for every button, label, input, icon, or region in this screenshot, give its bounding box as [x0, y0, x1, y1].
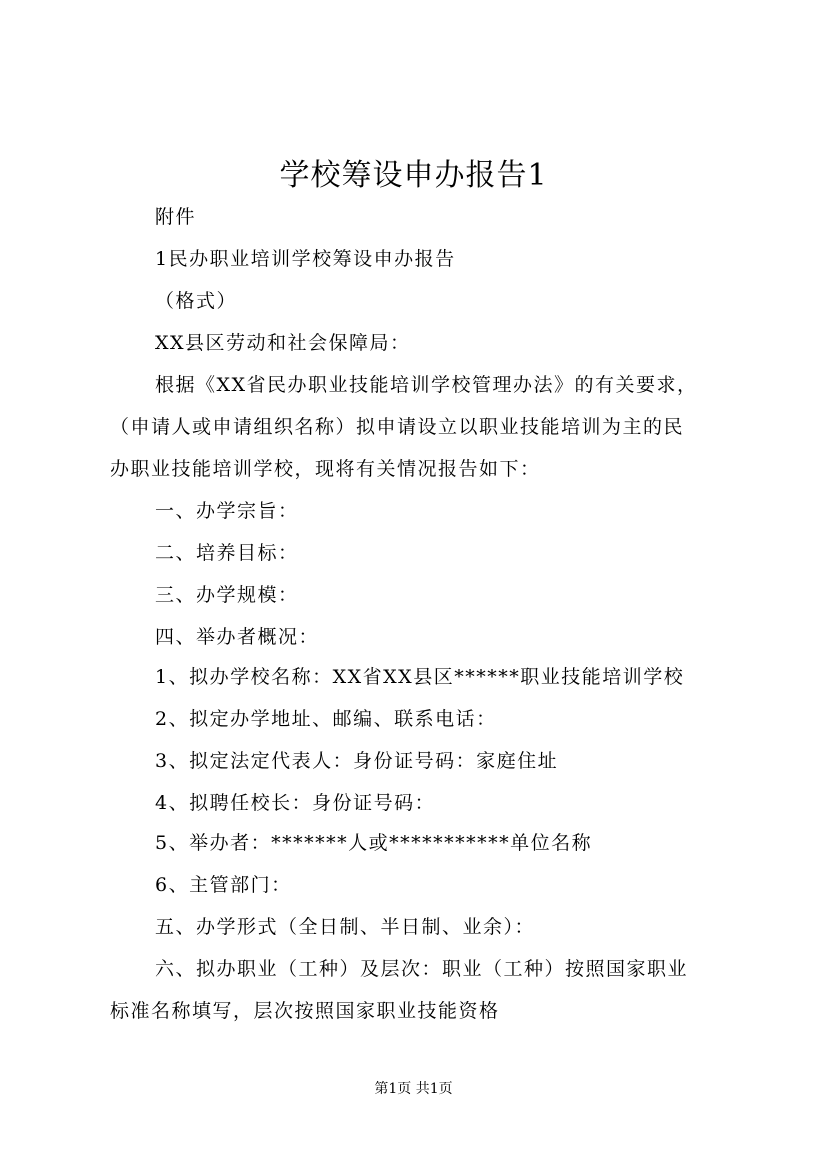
- list-item: 6、主管部门：: [155, 874, 292, 896]
- list-item: 4、拟聘任校长：身份证号码：: [155, 792, 436, 814]
- section-heading: 四、举办者概况：: [155, 626, 320, 648]
- paragraph-line: 标准名称填写，层次按照国家职业技能资格: [110, 1000, 500, 1022]
- page-footer: 第1页 共1页: [374, 1081, 453, 1097]
- list-item: 2、拟定办学地址、邮编、联系电话：: [155, 708, 497, 730]
- paragraph-line: 六、拟办职业（工种）及层次：职业（工种）按照国家职业: [155, 958, 689, 980]
- format-note: （格式）: [155, 290, 238, 312]
- paragraph-line: 办职业技能培训学校，现将有关情况报告如下：: [110, 458, 541, 480]
- document-title: 学校筹设申办报告1: [279, 158, 548, 193]
- section-heading: 三、办学规模：: [155, 584, 299, 606]
- section-heading: 五、办学形式（全日制、半日制、业余）：: [155, 916, 536, 938]
- list-item: 5、举办者：*******人或***********单位名称: [155, 832, 593, 854]
- recipient-line: XX县区劳动和社会保障局：: [155, 332, 411, 354]
- attachment-label: 附件: [155, 206, 197, 228]
- list-item: 1、拟办学校名称：XX省XX县区******职业技能培训学校: [155, 666, 685, 688]
- report-subtitle: 1民办职业培训学校筹设申办报告: [155, 248, 456, 270]
- paragraph-line: （申请人或申请组织名称）拟申请设立以职业技能培训为主的民: [110, 416, 685, 438]
- paragraph-line: 根据《XX省民办职业技能培训学校管理办法》的有关要求，: [155, 374, 698, 396]
- section-heading: 一、办学宗旨：: [155, 500, 299, 522]
- list-item: 3、拟定法定代表人：身份证号码：家庭住址: [155, 750, 559, 772]
- section-heading: 二、培养目标：: [155, 542, 299, 564]
